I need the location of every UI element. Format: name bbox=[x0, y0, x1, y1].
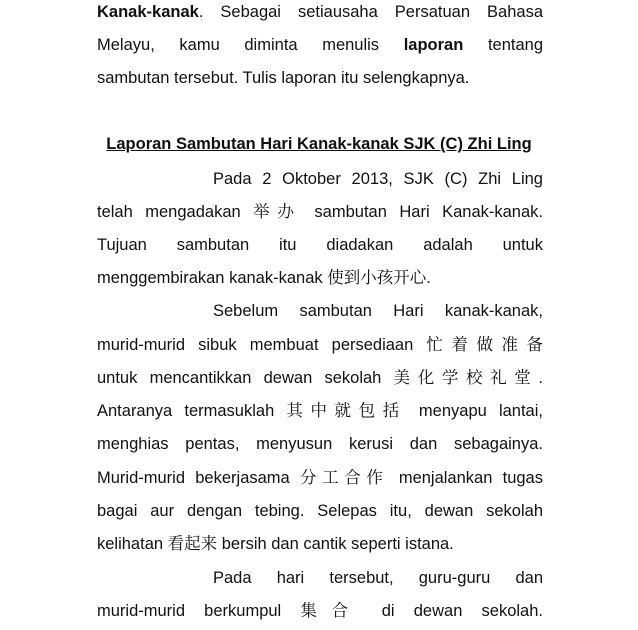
paragraph-2-line-7: bagai aur dengan tebing. Selepas itu, dewan sekolah bbox=[97, 502, 543, 520]
intro-line-1 bbox=[97, 1, 543, 23]
paragraph-2-line-8: kelihatan 看起来 bersih dan cantik seperti istana. bbox=[97, 535, 454, 553]
paragraph-1-line-2: telah mengadakan 举办 sambutan Hari Kanak-kanak. bbox=[97, 203, 543, 221]
paragraph-1-line-1: Pada 2 Oktober 2013, SJK (C) Zhi Ling bbox=[213, 170, 543, 188]
intro-line-1-text: . Sebagai setiausaha Persatuan Bahasa bbox=[198, 3, 543, 21]
intro-line-2-post: tentang bbox=[463, 36, 543, 54]
paragraph-2-line-5: menghias pentas, menyusun kerusi dan sebagainya. bbox=[97, 435, 543, 453]
paragraph-3-line-2: murid-murid berkumpul 集合 di dewan sekolah. bbox=[97, 602, 543, 620]
paragraph-2-line-2: murid-murid sibuk membuat persediaan 忙着做准备 bbox=[97, 336, 543, 354]
report-title: Laporan Sambutan Hari Kanak-kanak SJK (C) Zhi Ling bbox=[106, 135, 532, 153]
intro-bold-term: Kanak-kanak bbox=[97, 3, 199, 21]
intro-line-3: sambutan tersebut. Tulis laporan itu selengkapnya. bbox=[97, 69, 470, 87]
intro-line-2 bbox=[97, 34, 543, 56]
paragraph-1-line-3: Tujuan sambutan itu diadakan adalah untuk bbox=[97, 236, 543, 254]
intro-line-2-pre: Melayu, kamu diminta menulis bbox=[97, 36, 404, 54]
paragraph-2-line-4: Antaranya termasuklah 其中就包括 menyapu lantai, bbox=[97, 402, 543, 420]
paragraph-2-line-1: Sebelum sambutan Hari kanak-kanak, bbox=[213, 302, 543, 320]
intro-bold-laporan: laporan bbox=[403, 36, 464, 54]
paragraph-2-line-6: Murid-murid bekerjasama 分工合作 menjalankan tugas bbox=[97, 469, 543, 487]
paragraph-1-line-4: menggembirakan kanak-kanak 使到小孩开心. bbox=[97, 269, 431, 287]
paragraph-3-line-1: Pada hari tersebut, guru-guru dan bbox=[213, 569, 543, 587]
paragraph-2-line-3: untuk mencantikkan dewan sekolah 美化学校礼堂. bbox=[97, 369, 543, 387]
